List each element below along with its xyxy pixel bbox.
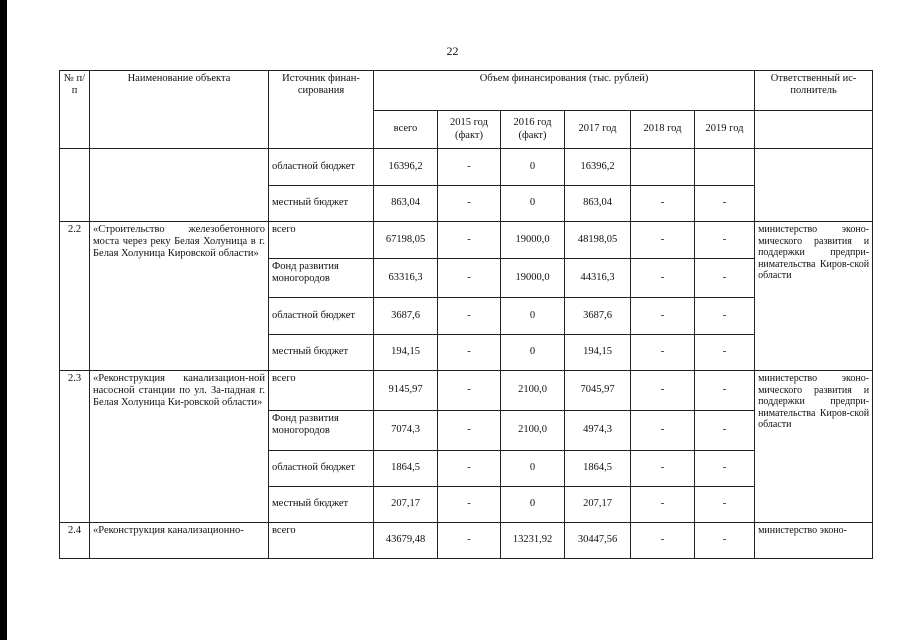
amount-cell: - bbox=[695, 523, 755, 559]
amount-cell: 207,17 bbox=[374, 487, 438, 523]
item-number: 2.4 bbox=[60, 523, 90, 559]
amount-cell: - bbox=[631, 222, 695, 259]
funding-source: местный бюджет bbox=[269, 335, 374, 371]
item-number: 2.2 bbox=[60, 222, 90, 371]
object-name: «Реконструкция канализацион-ной насосной станции по ул. За-падная г. Белая Холуница Ки-ровской области» bbox=[90, 371, 269, 523]
funding-source: Фонд развития моногородов bbox=[269, 411, 374, 451]
amount-cell: - bbox=[695, 186, 755, 222]
amount-cell: - bbox=[631, 335, 695, 371]
amount-cell: - bbox=[438, 451, 501, 487]
amount-cell: 0 bbox=[501, 298, 565, 335]
amount-cell: - bbox=[438, 298, 501, 335]
amount-cell: - bbox=[631, 298, 695, 335]
amount-cell: - bbox=[695, 259, 755, 298]
amount-cell: 9145,97 bbox=[374, 371, 438, 411]
amount-cell bbox=[631, 149, 695, 186]
amount-cell: 863,04 bbox=[565, 186, 631, 222]
responsible-executor: министерство эконо- bbox=[755, 523, 873, 559]
amount-cell: - bbox=[695, 298, 755, 335]
amount-cell: 207,17 bbox=[565, 487, 631, 523]
funding-source: всего bbox=[269, 523, 374, 559]
item-number bbox=[60, 149, 90, 222]
funding-source: Фонд развития моногородов bbox=[269, 259, 374, 298]
amount-cell: - bbox=[695, 411, 755, 451]
amount-cell: 863,04 bbox=[374, 186, 438, 222]
amount-cell: 19000,0 bbox=[501, 222, 565, 259]
amount-cell: - bbox=[695, 371, 755, 411]
header-year: 2016 год (факт) bbox=[501, 111, 565, 149]
amount-cell: 0 bbox=[501, 186, 565, 222]
amount-cell: - bbox=[438, 371, 501, 411]
header-volume: Объем финансирования (тыс. рублей) bbox=[374, 71, 755, 111]
amount-cell: 48198,05 bbox=[565, 222, 631, 259]
amount-cell: - bbox=[631, 487, 695, 523]
amount-cell: - bbox=[631, 259, 695, 298]
amount-cell bbox=[695, 149, 755, 186]
amount-cell: - bbox=[695, 222, 755, 259]
amount-cell: 2100,0 bbox=[501, 371, 565, 411]
header-no: № п/п bbox=[60, 71, 90, 149]
amount-cell: - bbox=[631, 411, 695, 451]
amount-cell: - bbox=[438, 411, 501, 451]
funding-source: всего bbox=[269, 222, 374, 259]
responsible-executor: министерство эконо-мического развития и поддержки предпри-нимательства Киров-ской области bbox=[755, 371, 873, 523]
amount-cell: 0 bbox=[501, 451, 565, 487]
header-year: 2018 год bbox=[631, 111, 695, 149]
amount-cell: - bbox=[438, 487, 501, 523]
header-year: 2015 год (факт) bbox=[438, 111, 501, 149]
table-row bbox=[60, 371, 873, 411]
amount-cell: - bbox=[695, 335, 755, 371]
amount-cell: 0 bbox=[501, 149, 565, 186]
amount-cell: 2100,0 bbox=[501, 411, 565, 451]
amount-cell: 44316,3 bbox=[565, 259, 631, 298]
amount-cell: - bbox=[695, 487, 755, 523]
amount-cell: 67198,05 bbox=[374, 222, 438, 259]
amount-cell: - bbox=[438, 222, 501, 259]
funding-source: областной бюджет bbox=[269, 298, 374, 335]
amount-cell: - bbox=[631, 451, 695, 487]
header-source: Источник финан-сирования bbox=[269, 71, 374, 149]
amount-cell: 1864,5 bbox=[565, 451, 631, 487]
page-number: 22 bbox=[446, 44, 459, 58]
responsible-executor bbox=[755, 149, 873, 222]
amount-cell: 30447,56 bbox=[565, 523, 631, 559]
amount-cell: 0 bbox=[501, 487, 565, 523]
header-row bbox=[60, 71, 873, 111]
header-year: 2019 год bbox=[695, 111, 755, 149]
amount-cell: - bbox=[631, 186, 695, 222]
header-year: всего bbox=[374, 111, 438, 149]
funding-source: местный бюджет bbox=[269, 186, 374, 222]
amount-cell: 63316,3 bbox=[374, 259, 438, 298]
funding-source: местный бюджет bbox=[269, 487, 374, 523]
object-name bbox=[90, 149, 269, 222]
amount-cell: - bbox=[631, 523, 695, 559]
table-row bbox=[60, 523, 873, 559]
financing-table bbox=[59, 70, 873, 559]
amount-cell: 3687,6 bbox=[565, 298, 631, 335]
amount-cell: 16396,2 bbox=[565, 149, 631, 186]
amount-cell: 19000,0 bbox=[501, 259, 565, 298]
funding-source: областной бюджет bbox=[269, 149, 374, 186]
amount-cell: - bbox=[438, 259, 501, 298]
amount-cell: 7045,97 bbox=[565, 371, 631, 411]
amount-cell: 16396,2 bbox=[374, 149, 438, 186]
funding-source: областной бюджет bbox=[269, 451, 374, 487]
header-responsible: Ответственный ис-полнитель bbox=[755, 71, 873, 111]
table-row bbox=[60, 222, 873, 259]
amount-cell: - bbox=[438, 523, 501, 559]
amount-cell: 7074,3 bbox=[374, 411, 438, 451]
funding-source: всего bbox=[269, 371, 374, 411]
amount-cell: 194,15 bbox=[374, 335, 438, 371]
amount-cell: - bbox=[631, 371, 695, 411]
amount-cell: 3687,6 bbox=[374, 298, 438, 335]
header-year: 2017 год bbox=[565, 111, 631, 149]
item-number: 2.3 bbox=[60, 371, 90, 523]
amount-cell: 194,15 bbox=[565, 335, 631, 371]
scan-edge bbox=[0, 0, 7, 640]
table-row bbox=[60, 149, 873, 186]
amount-cell: 43679,48 bbox=[374, 523, 438, 559]
amount-cell: - bbox=[695, 451, 755, 487]
amount-cell: - bbox=[438, 149, 501, 186]
amount-cell: - bbox=[438, 186, 501, 222]
amount-cell: - bbox=[438, 335, 501, 371]
header-name: Наименование объекта bbox=[90, 71, 269, 149]
amount-cell: 4974,3 bbox=[565, 411, 631, 451]
object-name: «Реконструкция канализационно- bbox=[90, 523, 269, 559]
responsible-executor: министерство эконо-мического развития и поддержки предпри-нимательства Киров-ской области bbox=[755, 222, 873, 371]
header-empty-cell bbox=[755, 111, 873, 149]
amount-cell: 1864,5 bbox=[374, 451, 438, 487]
object-name: «Строительство железобетонного моста через реку Белая Холуница в г. Белая Холуница Кировской области» bbox=[90, 222, 269, 371]
amount-cell: 13231,92 bbox=[501, 523, 565, 559]
amount-cell: 0 bbox=[501, 335, 565, 371]
